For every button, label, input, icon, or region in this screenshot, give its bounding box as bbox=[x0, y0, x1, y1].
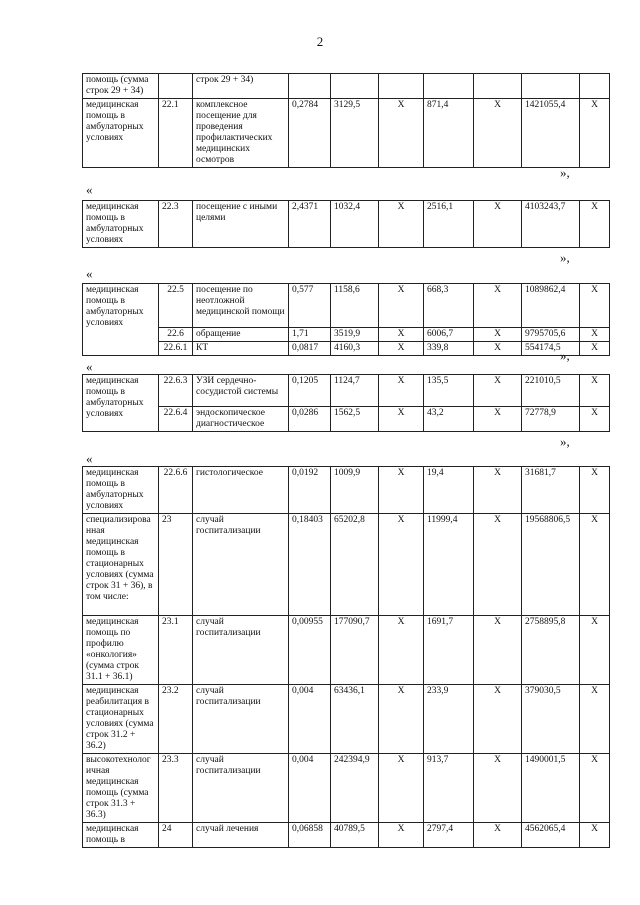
cell: 1158,6 bbox=[331, 284, 379, 328]
cell: 4562065,4 bbox=[522, 823, 580, 848]
cell: 23.3 bbox=[159, 754, 193, 823]
cell: 0,18403 bbox=[289, 514, 331, 616]
cell: 2516,1 bbox=[424, 201, 474, 248]
cell: 221010,5 bbox=[522, 375, 580, 407]
cell: Х bbox=[474, 375, 522, 407]
table-row bbox=[83, 342, 610, 356]
cell: 4103243,7 bbox=[522, 201, 580, 248]
cell: 0,577 bbox=[289, 284, 331, 328]
cell: 23 bbox=[159, 514, 193, 616]
cell: 871,4 bbox=[424, 99, 474, 168]
cell: 233,9 bbox=[424, 685, 474, 754]
cell: КТ bbox=[193, 342, 289, 356]
cell: Х bbox=[379, 284, 424, 328]
cell: 0,004 bbox=[289, 685, 331, 754]
cell: Х bbox=[474, 514, 522, 616]
table-row bbox=[83, 467, 610, 514]
cell: эндоскопическое диагностическое bbox=[193, 407, 289, 432]
cell: 0,06858 bbox=[289, 823, 331, 848]
table-fragment-2 bbox=[82, 200, 610, 248]
cell: Х bbox=[474, 328, 522, 342]
cell: 2,4371 bbox=[289, 201, 331, 248]
cell: 11999,4 bbox=[424, 514, 474, 616]
cell: медицинская помощь в bbox=[83, 823, 159, 848]
cell: Х bbox=[474, 823, 522, 848]
cell: Х bbox=[580, 375, 610, 407]
cell bbox=[474, 74, 522, 99]
cell: 1032,4 bbox=[331, 201, 379, 248]
cell: 1009,9 bbox=[331, 467, 379, 514]
cell: Х bbox=[474, 616, 522, 685]
opening-quote: « bbox=[86, 182, 93, 197]
table-row bbox=[83, 375, 610, 407]
cell bbox=[379, 74, 424, 99]
cell: 22.6.3 bbox=[159, 375, 193, 407]
cell: случай госпитализации bbox=[193, 514, 289, 616]
closing-quote: », bbox=[560, 348, 570, 363]
cell: 22.1 bbox=[159, 99, 193, 168]
cell: помощь (сумма строк 29 + 34) bbox=[83, 74, 159, 99]
table-row bbox=[83, 201, 610, 248]
cell: 1490001,5 bbox=[522, 754, 580, 823]
cell: Х bbox=[580, 284, 610, 328]
cell: Х bbox=[379, 99, 424, 168]
cell: Х bbox=[580, 685, 610, 754]
cell: Х bbox=[379, 375, 424, 407]
cell: 1089862,4 bbox=[522, 284, 580, 328]
cell: медицинская помощь в амбулаторных условиях bbox=[83, 375, 159, 432]
cell: 6006,7 bbox=[424, 328, 474, 342]
cell: 242394,9 bbox=[331, 754, 379, 823]
cell: Х bbox=[474, 685, 522, 754]
cell: 0,00955 bbox=[289, 616, 331, 685]
opening-quote: « bbox=[86, 451, 93, 466]
table-fragment-3 bbox=[82, 283, 610, 356]
cell: Х bbox=[580, 467, 610, 514]
cell: 72778,9 bbox=[522, 407, 580, 432]
cell: Х bbox=[474, 284, 522, 328]
cell: медицинская помощь в амбулаторных условиях bbox=[83, 467, 159, 514]
cell: посещение с иными целями bbox=[193, 201, 289, 248]
cell: 22.6 bbox=[159, 328, 193, 342]
cell: 339,8 bbox=[424, 342, 474, 356]
table-fragment-5 bbox=[82, 466, 610, 848]
table-fragment-1 bbox=[82, 73, 610, 168]
table-row bbox=[83, 514, 610, 616]
table-row bbox=[83, 823, 610, 848]
cell: Х bbox=[379, 467, 424, 514]
cell: 23.2 bbox=[159, 685, 193, 754]
cell: 2797,4 bbox=[424, 823, 474, 848]
cell: 23.1 bbox=[159, 616, 193, 685]
table-row bbox=[83, 74, 610, 99]
cell: Х bbox=[580, 754, 610, 823]
cell: Х bbox=[379, 201, 424, 248]
table-row bbox=[83, 284, 610, 328]
cell: медицинская помощь в амбулаторных условиях bbox=[83, 99, 159, 168]
cell: гистологическое bbox=[193, 467, 289, 514]
cell: случай госпитализации bbox=[193, 685, 289, 754]
cell: Х bbox=[580, 823, 610, 848]
cell: 63436,1 bbox=[331, 685, 379, 754]
cell: Х bbox=[580, 99, 610, 168]
cell: 668,3 bbox=[424, 284, 474, 328]
cell: 1124,7 bbox=[331, 375, 379, 407]
cell: комплексное посещение для проведения профилактических медицинских осмотров bbox=[193, 99, 289, 168]
cell: Х bbox=[580, 616, 610, 685]
cell: 19,4 bbox=[424, 467, 474, 514]
cell: обращение bbox=[193, 328, 289, 342]
cell: 43,2 bbox=[424, 407, 474, 432]
closing-quote: », bbox=[560, 250, 570, 265]
cell: Х bbox=[580, 201, 610, 248]
cell: Х bbox=[474, 201, 522, 248]
cell: случай лечения bbox=[193, 823, 289, 848]
cell: случай госпитализации bbox=[193, 616, 289, 685]
cell: специализированная медицинская помощь в стационарных условиях (сумма строк 31 + 36), в том числе: bbox=[83, 514, 159, 616]
cell: Х bbox=[379, 685, 424, 754]
table-row bbox=[83, 99, 610, 168]
cell: медицинская помощь по профилю «онкология» (сумма строк 31.1 + 36.1) bbox=[83, 616, 159, 685]
cell: Х bbox=[474, 99, 522, 168]
cell: Х bbox=[379, 754, 424, 823]
cell: медицинская помощь в амбулаторных условиях bbox=[83, 284, 159, 356]
cell: Х bbox=[379, 407, 424, 432]
cell: Х bbox=[379, 342, 424, 356]
table-row bbox=[83, 754, 610, 823]
cell: Х bbox=[580, 514, 610, 616]
table-row bbox=[83, 328, 610, 342]
cell: 379030,5 bbox=[522, 685, 580, 754]
table-fragment-4 bbox=[82, 374, 610, 432]
cell: 0,0286 bbox=[289, 407, 331, 432]
cell: 1562,5 bbox=[331, 407, 379, 432]
closing-quote: », bbox=[560, 165, 570, 180]
cell: медицинская помощь в амбулаторных условиях bbox=[83, 201, 159, 248]
cell: 22.3 bbox=[159, 201, 193, 248]
cell: 2758895,8 bbox=[522, 616, 580, 685]
cell: посещение по неотложной медицинской помощи bbox=[193, 284, 289, 328]
cell bbox=[289, 74, 331, 99]
cell: Х bbox=[474, 407, 522, 432]
cell bbox=[331, 74, 379, 99]
cell: Х bbox=[474, 342, 522, 356]
cell: Х bbox=[580, 328, 610, 342]
cell: Х bbox=[379, 823, 424, 848]
cell: 135,5 bbox=[424, 375, 474, 407]
cell: Х bbox=[580, 342, 610, 356]
closing-quote: », bbox=[560, 434, 570, 449]
cell bbox=[159, 74, 193, 99]
cell: 22.6.6 bbox=[159, 467, 193, 514]
cell: 22.5 bbox=[159, 284, 193, 328]
cell: 0,2784 bbox=[289, 99, 331, 168]
cell: медицинская реабилитация в стационарных условиях (сумма строк 31.2 + 36.2) bbox=[83, 685, 159, 754]
cell: Х bbox=[379, 328, 424, 342]
cell: 0,1205 bbox=[289, 375, 331, 407]
cell: 177090,7 bbox=[331, 616, 379, 685]
cell bbox=[580, 74, 610, 99]
cell: 40789,5 bbox=[331, 823, 379, 848]
cell: Х bbox=[379, 616, 424, 685]
cell: Х bbox=[474, 467, 522, 514]
cell: 19568806,5 bbox=[522, 514, 580, 616]
cell: 1,71 bbox=[289, 328, 331, 342]
cell: 22.6.4 bbox=[159, 407, 193, 432]
cell: 0,0817 bbox=[289, 342, 331, 356]
cell: случай госпитализации bbox=[193, 754, 289, 823]
page-number: 2 bbox=[316, 34, 324, 49]
cell: УЗИ сердечно-сосудистой системы bbox=[193, 375, 289, 407]
cell: Х bbox=[379, 514, 424, 616]
opening-quote: « bbox=[86, 266, 93, 281]
cell bbox=[424, 74, 474, 99]
cell: 3519,9 bbox=[331, 328, 379, 342]
cell: 1421055,4 bbox=[522, 99, 580, 168]
cell: 1691,7 bbox=[424, 616, 474, 685]
cell: 22.6.1 bbox=[159, 342, 193, 356]
cell: 0,0192 bbox=[289, 467, 331, 514]
cell: 0,004 bbox=[289, 754, 331, 823]
cell: Х bbox=[474, 754, 522, 823]
cell: 3129,5 bbox=[331, 99, 379, 168]
cell: 65202,8 bbox=[331, 514, 379, 616]
cell: 31681,7 bbox=[522, 467, 580, 514]
table-row bbox=[83, 685, 610, 754]
cell: 554174,5 bbox=[522, 342, 580, 356]
cell bbox=[522, 74, 580, 99]
cell: 24 bbox=[159, 823, 193, 848]
table-row bbox=[83, 407, 610, 432]
table-row bbox=[83, 616, 610, 685]
cell: 913,7 bbox=[424, 754, 474, 823]
cell: Х bbox=[580, 407, 610, 432]
opening-quote: « bbox=[86, 359, 93, 374]
cell: 4160,3 bbox=[331, 342, 379, 356]
cell: строк 29 + 34) bbox=[193, 74, 289, 99]
cell: 9795705,6 bbox=[522, 328, 580, 342]
cell: высокотехнологичная медицинская помощь (сумма строк 31.3 + 36.3) bbox=[83, 754, 159, 823]
